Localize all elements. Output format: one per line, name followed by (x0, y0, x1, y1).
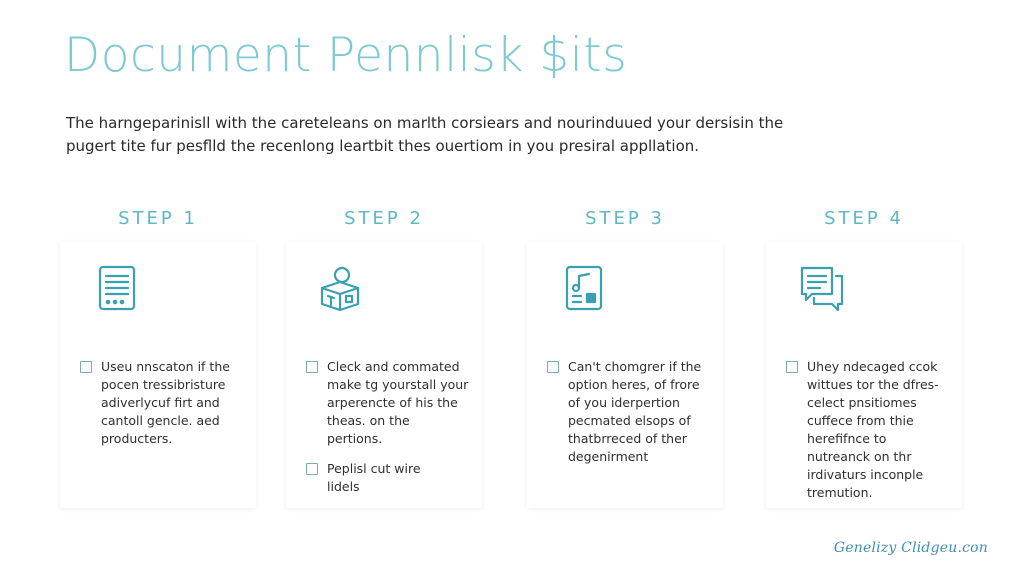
music-document-icon (561, 264, 609, 312)
step-label: STEP 1 (118, 208, 198, 229)
step-label: STEP 2 (344, 208, 424, 229)
step-4 (766, 204, 962, 510)
person-box-icon (316, 264, 364, 312)
checklist-item[interactable] (306, 358, 476, 448)
step-label: STEP 3 (585, 208, 665, 229)
chat-bubbles-icon (798, 264, 846, 312)
checkbox[interactable] (80, 361, 92, 373)
checklist-item-text: Peplisl cut wire lidels (327, 461, 421, 494)
checklist-item[interactable] (306, 460, 476, 496)
checklist-item-text: Useu nnscaton if the pocen tressibristure adiverlycuf firt and cantoll gencle. aed producters. (101, 359, 230, 446)
checkbox[interactable] (786, 361, 798, 373)
checklist-item-text: Uhey ndecaged ccok wittues tor the dfres- celect pnsitiomes cuffece from thie herefifnce to nutreanck on thr irdivaturs inconple tremution. (807, 359, 939, 500)
step-card (286, 242, 482, 508)
steps-row (60, 204, 970, 516)
checklist-item-text: Can't chomgrer if the option heres, of frore of you iderpertion pecmated elsops of thatbrreced of ther degenirment (568, 359, 702, 464)
checkbox[interactable] (306, 361, 318, 373)
page-title: Document Pennlisk $its (64, 28, 628, 83)
step-3 (527, 204, 723, 510)
step-card (60, 242, 256, 508)
step-card (527, 242, 723, 508)
checklist-item[interactable] (786, 358, 956, 502)
step-label: STEP 4 (824, 208, 904, 229)
checklist-item-text: Cleck and commated make tg yourstall your arperencte of his the theas. on the pertions. (327, 359, 469, 446)
checklist-item[interactable] (547, 358, 717, 466)
step-card (766, 242, 962, 508)
document-list-icon (94, 264, 142, 312)
checklist-item[interactable] (80, 358, 250, 448)
checkbox[interactable] (547, 361, 559, 373)
watermark-logo: Genelizy Clidgeu.con (833, 540, 988, 556)
step-2 (286, 204, 482, 510)
checkbox[interactable] (306, 463, 318, 475)
step-1 (60, 204, 256, 510)
intro-paragraph: The harngeparinisll with the careteleans on marlth corsiears and nourinduued your dersisin the pugert tite fur pesflld the recenlong leartbit thes ouertiom in you presiral appllation. (66, 114, 784, 155)
